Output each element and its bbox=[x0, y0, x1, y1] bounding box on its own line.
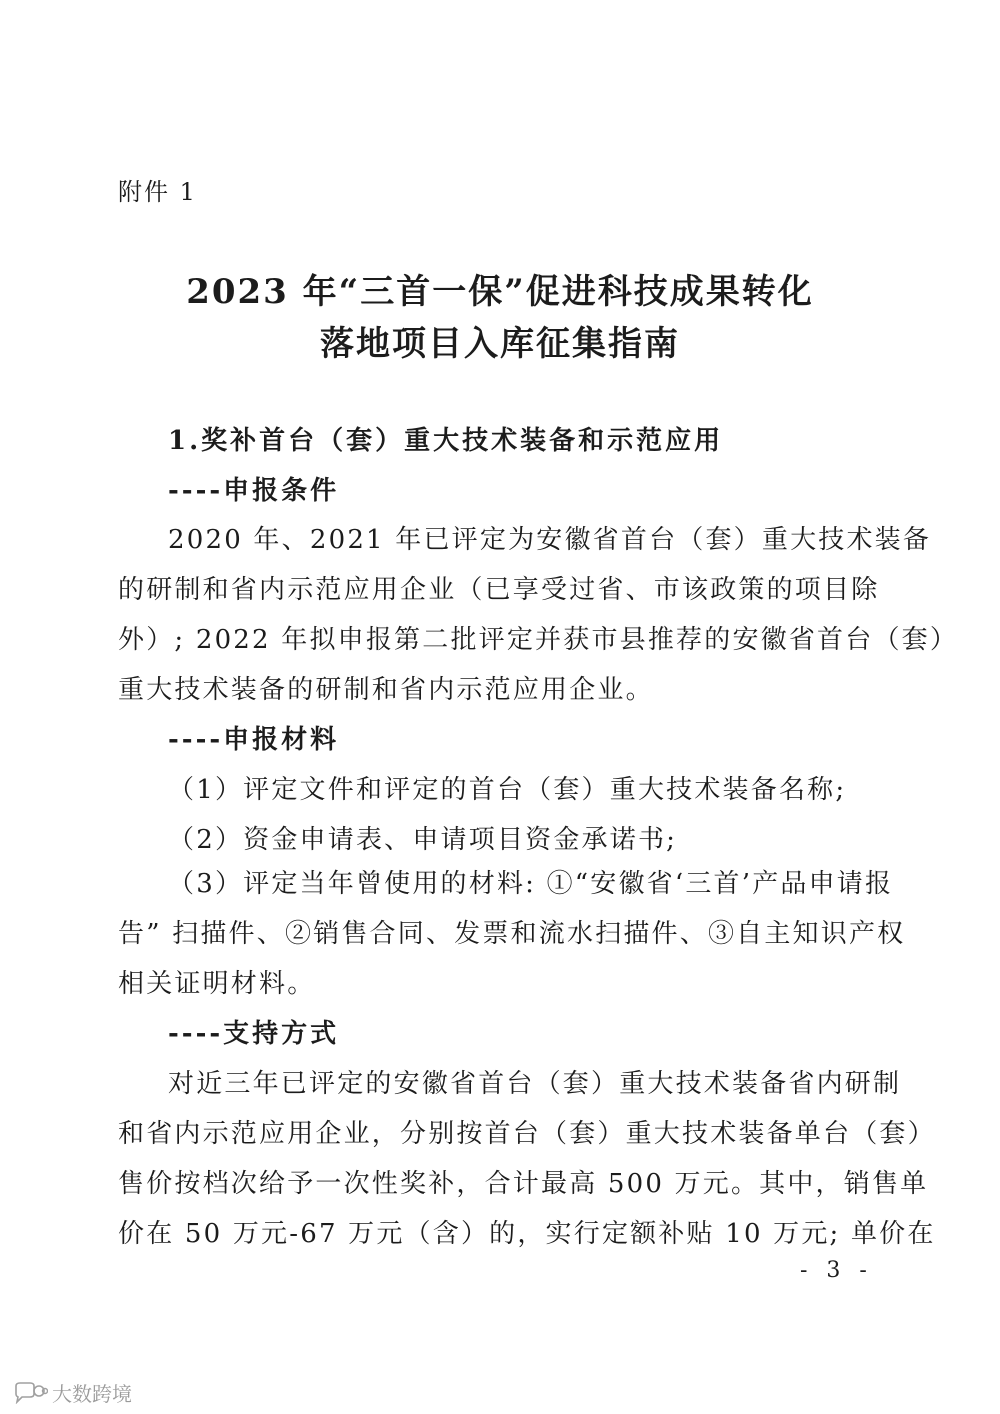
document-title-line-1: 2023 年“三首一保”促进科技成果转化 bbox=[186, 272, 814, 312]
list-item-continuation: 相关证明材料。 bbox=[118, 969, 316, 999]
list-item: （1）评定文件和评定的首台（套）重大技术装备名称; bbox=[168, 775, 847, 805]
support-heading: ----支持方式 bbox=[168, 1019, 340, 1049]
list-item-continuation: 告” 扫描件、②销售合同、发票和流水扫描件、③自主知识产权 bbox=[118, 919, 906, 949]
attachment-label: 附件 1 bbox=[118, 178, 197, 206]
paragraph-line: 2020 年、2021 年已评定为安徽省首台（套）重大技术装备 bbox=[168, 525, 932, 555]
list-item: （2）资金申请表、申请项目资金承诺书; bbox=[168, 825, 678, 855]
paragraph-line: 和省内示范应用企业，分别按首台（套）重大技术装备单台（套） bbox=[118, 1119, 936, 1149]
paragraph-line: 售价按档次给予一次性奖补，合计最高 500 万元。其中，销售单 bbox=[118, 1169, 929, 1199]
paragraph-line: 重大技术装备的研制和省内示范应用企业。 bbox=[118, 675, 654, 705]
paragraph-line: 的研制和省内示范应用企业（已享受过省、市该政策的项目除 bbox=[118, 575, 880, 605]
page-number: - 3 - bbox=[800, 1258, 873, 1283]
materials-heading: ----申报材料 bbox=[168, 725, 340, 755]
list-item: （3）评定当年曾使用的材料: ①“安徽省‘三首’产品申请报 bbox=[168, 869, 894, 899]
watermark-text: 大数跨境 bbox=[52, 1382, 132, 1406]
section-heading: 1.奖补首台（套）重大技术装备和示范应用 bbox=[168, 426, 724, 456]
conditions-heading: ----申报条件 bbox=[168, 476, 340, 506]
paragraph-line: 价在 50 万元-67 万元（含）的，实行定额补贴 10 万元; 单价在 bbox=[118, 1219, 936, 1249]
paragraph-line: 外）; 2022 年拟申报第二批评定并获市县推荐的安徽省首台（套） bbox=[118, 625, 959, 655]
watermark bbox=[12, 1378, 132, 1407]
chat-bubble-icon bbox=[12, 1382, 48, 1404]
paragraph-line: 对近三年已评定的安徽省首台（套）重大技术装备省内研制 bbox=[168, 1069, 902, 1099]
document-title-line-2: 落地项目入库征集指南 bbox=[320, 324, 680, 364]
